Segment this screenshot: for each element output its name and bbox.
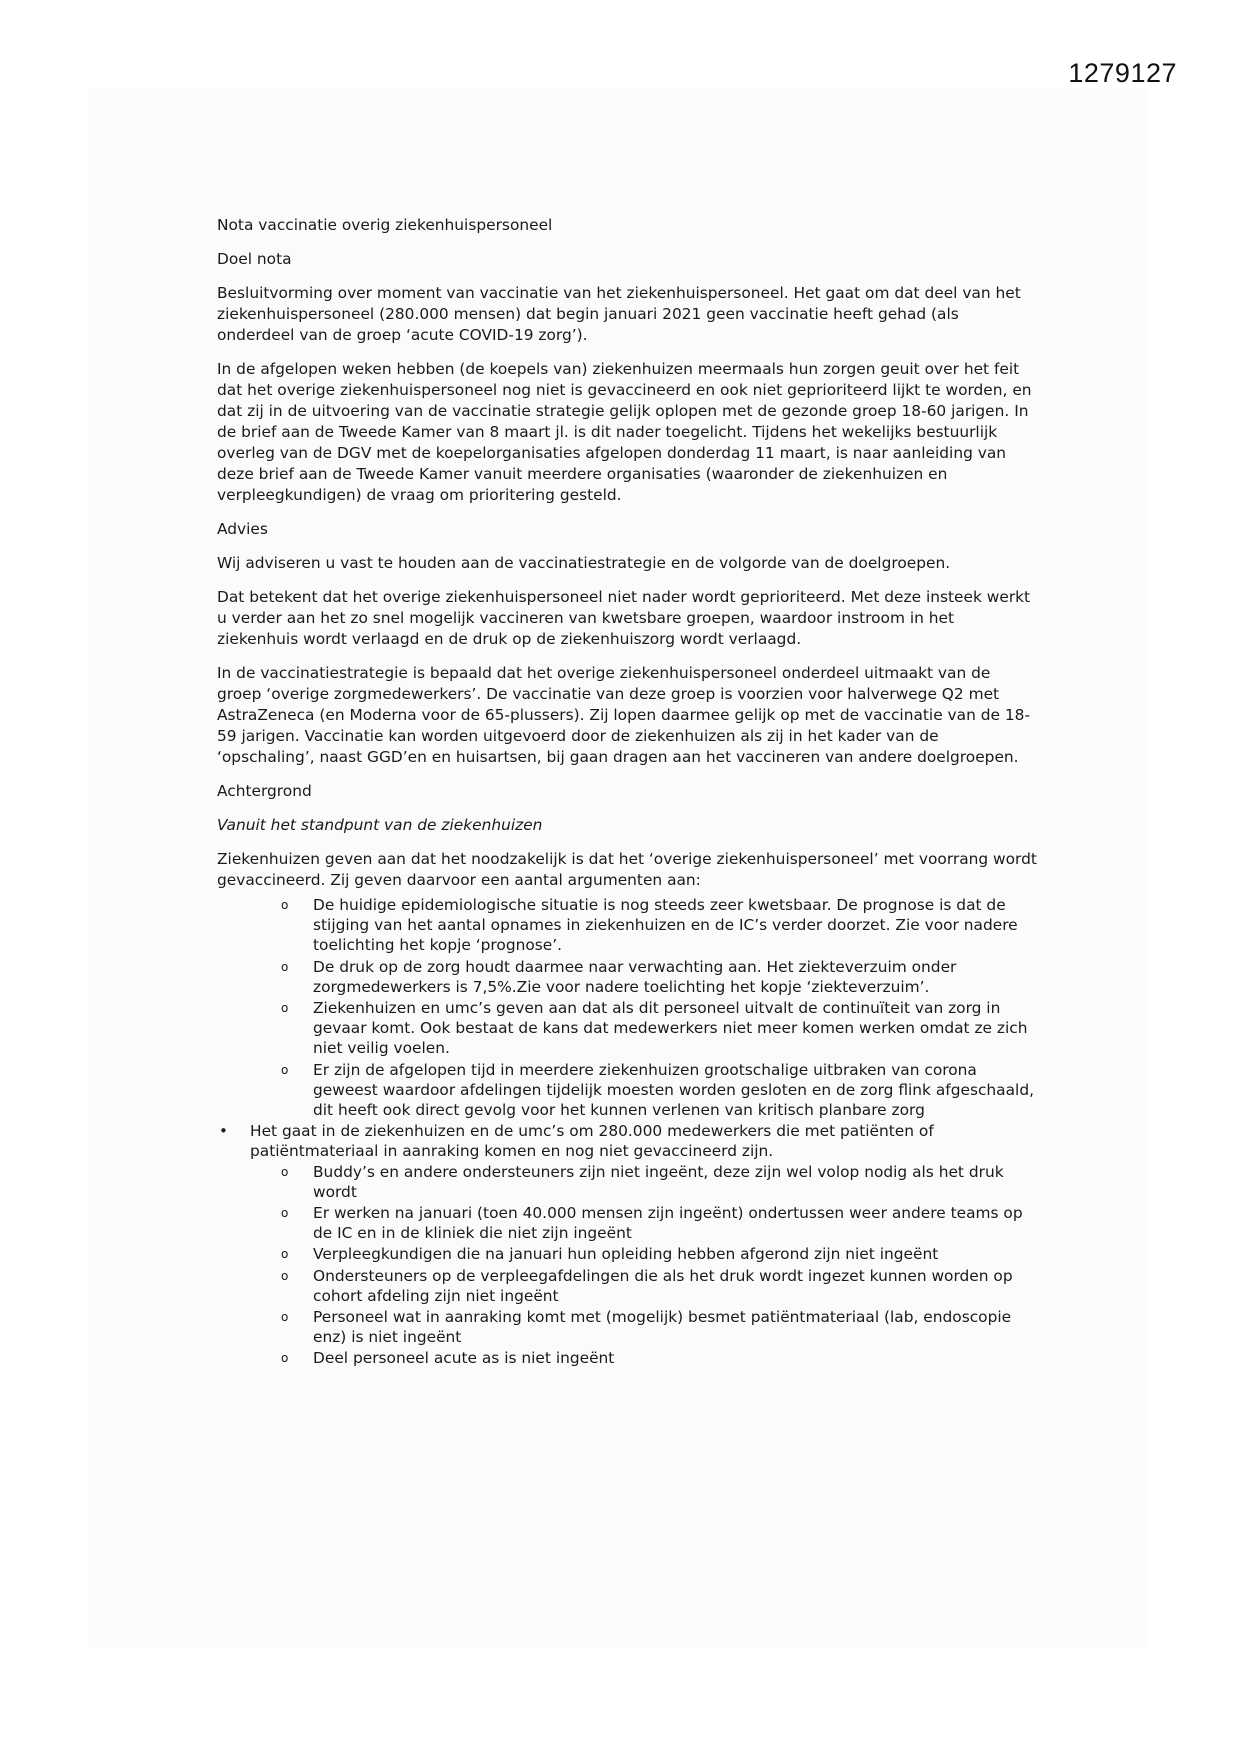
sub-point-text: Personeel wat in aanraking komt met (mogelijk) besmet patiëntmateriaal (lab, endoscopie enz) is niet ingeënt	[313, 1308, 1012, 1347]
circle-bullet-icon: o	[281, 1268, 289, 1283]
advies-heading: Advies	[217, 520, 268, 538]
doel-paragraph: Besluitvorming over moment van vaccinatie van het ziekenhuispersoneel. Het gaat om dat deel van het ziekenhuispersoneel (280.000 mensen) dat begin januari 2021 geen vaccinatie heeft gehad (als onderdeel van de groep ‘acute COVID-19 zorg’).	[217, 284, 1021, 344]
argument-text: De druk op de zorg houdt daarmee naar verwachting aan. Het ziekteverzuim onder zorgmedewerkers is 7,5%.Zie voor nadere toelichting het kopje ‘ziekteverzuim’.	[313, 957, 957, 996]
list-item	[281, 957, 1037, 997]
advies-paragraph-3: In de vaccinatiestrategie is bepaald dat het overige ziekenhuispersoneel onderdeel uitmaakt van de groep ‘overige zorgmedewerkers’. De vaccinatie van deze groep is voorzien voor halverwege Q2 met AstraZeneca (en Moderna voor de 65-plussers). Zij lopen daarmee gelijk op met de vaccinatie van de 18-59 jarigen. Vaccinatie kan worden uitgevoerd door de ziekenhuizen als zij in het kader van de ‘opschaling’, naast GGD’en en huisartsen, bij gaan dragen aan het vaccineren van andere doelgroepen.	[217, 664, 1031, 766]
circle-bullet-icon: o	[281, 1164, 289, 1179]
document-body	[217, 215, 1037, 1370]
circle-bullet-icon: o	[281, 1062, 289, 1077]
intro-paragraph: In de afgelopen weken hebben (de koepels van) ziekenhuizen meermaals hun zorgen geuit over het feit dat het overige ziekenhuispersoneel nog niet is gevaccineerd en ook niet geprioriteerd lijkt te worden, en dat zij in de uitvoering van de vaccinatie strategie gelijk oplopen met de gezonde groep 18-60 jarigen. In de brief aan de Tweede Kamer van 8 maart jl. is dit nader toegelicht. Tijdens het wekelijks bestuurlijk overleg van de DGV met de koepelorganisaties afgelopen donderdag 11 maart, is naar aanleiding van deze brief aan de Tweede Kamer vanuit meerdere organisaties (waaronder de ziekenhuizen en verpleegkundigen) de vraag om prioritering gesteld.	[217, 360, 1032, 504]
list-item	[281, 1203, 1037, 1243]
doel-heading: Doel nota	[217, 250, 292, 268]
list-item	[281, 1162, 1037, 1202]
circle-bullet-icon: o	[281, 1310, 289, 1325]
arguments-list	[217, 895, 1037, 1120]
sub-point-text: Er werken na januari (toen 40.000 mensen zijn ingeënt) ondertussen weer andere teams op de IC en in de kliniek die niet zijn ingeënt	[313, 1204, 1023, 1243]
sub-points-list	[250, 1162, 1037, 1369]
list-item	[281, 1307, 1037, 1347]
advies-paragraph-1: Wij adviseren u vast te houden aan de vaccinatiestrategie en de volgorde van de doelgroepen.	[217, 554, 951, 572]
argument-text: De huidige epidemiologische situatie is nog steeds zeer kwetsbaar. De prognose is dat de stijging van het aantal opnames in ziekenhuizen en de IC’s verder doorzet. Zie voor nadere toelichting het kopje ‘prognose’.	[313, 896, 1018, 955]
achtergrond-subheading: Vanuit het standpunt van de ziekenhuizen	[217, 816, 543, 834]
circle-bullet-icon: o	[281, 1351, 289, 1366]
circle-bullet-icon: o	[281, 898, 289, 912]
sub-point-text: Deel personeel acute as is niet ingeënt	[313, 1349, 615, 1368]
list-item	[281, 998, 1037, 1059]
sub-point-text: Ondersteuners op de verpleegafdelingen die als het druk wordt ingezet kunnen worden op cohort afdeling zijn niet ingeënt	[313, 1266, 1013, 1305]
list-item	[281, 1060, 1037, 1121]
circle-bullet-icon: o	[281, 1206, 289, 1221]
circle-bullet-icon: o	[281, 959, 289, 974]
list-item	[281, 1348, 1037, 1368]
list-item	[281, 1244, 1037, 1264]
sub-point-text: Verpleegkundigen die na januari hun opleiding hebben afgerond zijn niet ingeënt	[313, 1245, 939, 1264]
achtergrond-heading: Achtergrond	[217, 782, 312, 800]
main-point-list	[217, 1121, 1037, 1368]
circle-bullet-icon: o	[281, 1247, 289, 1262]
list-item	[219, 1121, 1037, 1368]
argument-text: Er zijn de afgelopen tijd in meerdere ziekenhuizen grootschalige uitbraken van corona geweest waardoor afdelingen tijdelijk moesten worden gesloten en de zorg flink afgeschaald, dit heeft ook direct gevolg voor het kunnen verlenen van kritisch planbare zorg	[313, 1060, 1034, 1120]
circle-bullet-icon: o	[281, 1001, 289, 1016]
advies-paragraph-2: Dat betekent dat het overige ziekenhuispersoneel niet nader wordt geprioriteerd. Met deze insteek werkt u verder aan het zo snel mogelijk vaccineren van kwetsbare groepen, waardoor instroom in het ziekenhuis wordt verlaagd en de druk op de ziekenhuiszorg wordt verlaagd.	[217, 588, 1031, 648]
sub-point-text: Buddy’s en andere ondersteuners zijn niet ingeënt, deze zijn wel volop nodig als het druk wordt	[313, 1162, 1004, 1201]
main-point-text: Het gaat in de ziekenhuizen en de umc’s om 280.000 medewerkers die met patiënten of patiëntmateriaal in aanraking komen en nog niet gevaccineerd zijn.	[250, 1122, 934, 1161]
list-item	[281, 895, 1037, 956]
argument-text: Ziekenhuizen en umc’s geven aan dat als dit personeel uitvalt de continuïteit van zorg in gevaar komt. Ook bestaat de kans dat medewerkers niet meer komen werken omdat ze zich niet veilig voelen.	[313, 999, 1028, 1058]
document-title: Nota vaccinatie overig ziekenhuispersoneel	[217, 216, 553, 234]
list-item	[281, 1266, 1037, 1306]
achtergrond-paragraph: Ziekenhuizen geven aan dat het noodzakelijk is dat het ‘overige ziekenhuispersoneel’ met voorrang wordt gevaccineerd. Zij geven daarvoor een aantal argumenten aan:	[217, 850, 1037, 889]
document-number: 1279127	[1068, 58, 1177, 88]
disc-bullet-icon: •	[219, 1122, 228, 1141]
